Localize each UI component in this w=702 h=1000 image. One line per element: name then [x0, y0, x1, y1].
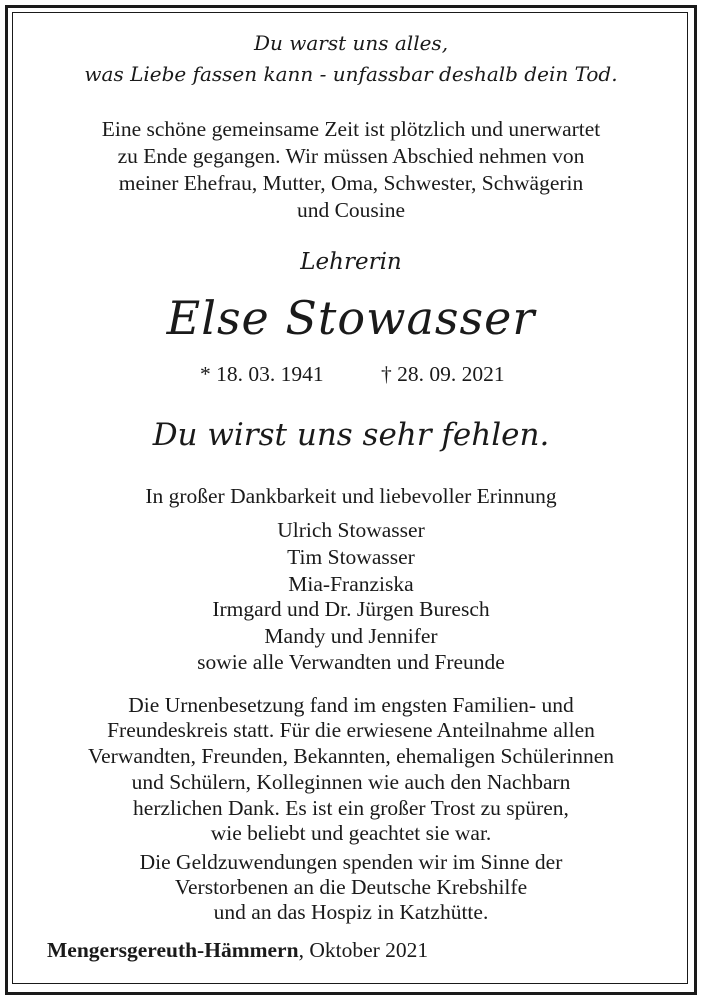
mourners-intro: In großer Dankbarkeit und liebevoller Erinnung — [145, 484, 557, 508]
thanks-line-5: herzlichen Dank. Es ist ein großer Trost zu spüren, — [133, 796, 569, 820]
footer-place: Mengersgereuth-Hämmern — [47, 938, 299, 962]
thanks-line-6: wie beliebt und geachtet sie war. — [210, 821, 492, 845]
motto-line-1: Du warst uns alles, — [253, 31, 449, 55]
mourner-4: Irmgard und Dr. Jürgen Buresch — [212, 597, 490, 621]
deceased-name: Else Stowasser — [166, 291, 536, 345]
footer-date: , Oktober 2021 — [298, 938, 429, 962]
footer-place-date — [47, 938, 428, 963]
intro-line-2: zu Ende gegangen. Wir müssen Abschied nehmen von — [117, 144, 585, 168]
donation-line-2: Verstorbenen an die Deutsche Krebshilfe — [174, 875, 528, 899]
thanks-line-2: Freundeskreis statt. Für die erwiesene Anteilnahme allen — [107, 718, 595, 742]
mourner-2: Tim Stowasser — [287, 545, 415, 569]
intro-line-4: und Cousine — [296, 198, 406, 222]
intro-line-1: Eine schöne gemeinsame Zeit ist plötzlich und unerwartet — [101, 117, 601, 141]
mourner-1: Ulrich Stowasser — [277, 518, 425, 542]
birth-date: * 18. 03. 1941 — [200, 362, 324, 386]
mourner-5: Mandy und Jennifer — [264, 624, 438, 648]
intro-line-3: meiner Ehefrau, Mutter, Oma, Schwester, Schwägerin — [118, 171, 584, 195]
donation-line-1: Die Geldzuwendungen spenden wir im Sinne der — [139, 850, 563, 874]
thanks-line-3: Verwandten, Freunden, Bekannten, ehemaligen Schülerinnen — [88, 744, 614, 768]
thanks-line-1: Die Urnenbesetzung fand im engsten Familien- und — [128, 693, 574, 717]
motto-line-2: was Liebe fassen kann - unfassbar deshalb dein Tod. — [84, 62, 618, 86]
deceased-title: Lehrerin — [300, 249, 402, 275]
mourner-3: Mia-Franziska — [288, 572, 414, 596]
death-date: † 28. 09. 2021 — [381, 362, 505, 386]
thanks-line-4: und Schülern, Kolleginnen wie auch den Nachbarn — [131, 770, 571, 794]
tagline: Du wirst uns sehr fehlen. — [152, 417, 550, 453]
donation-line-3: und an das Hospiz in Katzhütte. — [213, 900, 489, 924]
mourner-6: sowie alle Verwandten und Freunde — [197, 650, 505, 674]
